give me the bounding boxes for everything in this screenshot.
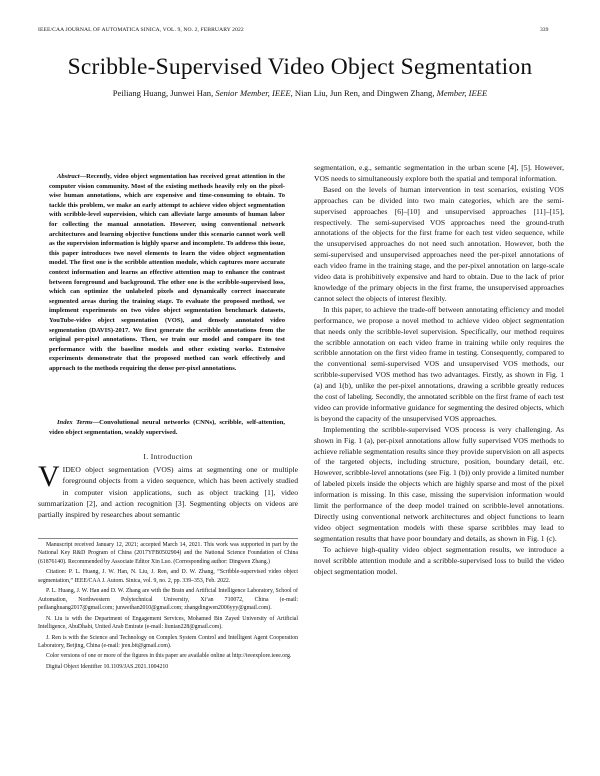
author-role-2: Member, IEEE bbox=[436, 88, 488, 98]
footnote-affiliation-2: N. Liu is with the Department of Engagement Services, Mohamed Bin Zayed University of Artificial Intelligence, AbuDhabi, United Arab Emirate (e-mail: liunian228@gmail.com). bbox=[38, 615, 298, 631]
right-paragraph-1: segmentation, e.g., semantic segmentation in the urban scene [4], [5]. However, VOS needs to simultaneously explore both the spatial and temporal information. bbox=[314, 163, 564, 183]
drop-cap: V bbox=[38, 460, 60, 493]
right-paragraph-2: Based on the levels of human intervention in test scenarios, existing VOS approaches can be divided into two main categories, which are the semi-supervised approaches [6]–[10] and unsupervised approaches [11]–[15], respectively. The semi-supervised VOS approaches need the ground-truth annotations of the objects for the first frame for each test video sequence, while the unsupervised approaches do not need such annotation. However, both the semi-supervised and unsupervised approaches need the per-pixel annotations of each video frame in the training stage, and the per-pixel annotation on large-scale video data is prohibitively expensive and hard to obtain. Due to the lack of prior knowledge of the primary objects in the first frame, the unsupervised approaches cannot select the objects of interest flexibly. bbox=[314, 184, 564, 303]
author-role-1: Senior Member, IEEE bbox=[215, 88, 291, 98]
running-header: IEEE/CAA JOURNAL OF AUTOMATICA SINICA, VOL. 9, NO. 2, FEBRUARY 2022 bbox=[38, 27, 244, 33]
right-paragraph-3: In this paper, to achieve the trade-off between annotating efficiency and model performance, we propose a novel method to achieve video object segmentation that needs only the scribble-level supervision. Specifically, our method requires the scribble annotation on each video frame in training while only requires the scribble annotation on the first video frame in testing. Consequently, compared to the conventional semi-supervised VOS and unsupervised VOS methods, our scribble-supervised VOS method has two advantages. Firstly, as shown in Fig. 1 (a) and 1(b), unlike the per-pixel annotations, drawing a scribble greatly reduces the cost of labeling. Secondly, the annotated scribble on the first frame of each test video can provide informative guidance for segmenting the desired objects, which is beyond the capacity of the unsupervised VOS approaches. bbox=[314, 304, 564, 423]
section-heading: I. Introduction bbox=[143, 452, 193, 461]
authors-part2: , Nian Liu, Jun Ren, and Dingwen Zhang, bbox=[290, 88, 437, 98]
abstract bbox=[49, 172, 285, 373]
abstract-label: Abstract bbox=[57, 173, 80, 180]
index-terms bbox=[49, 418, 285, 437]
right-paragraph-4: Implementing the scribble-supervised VOS process is very challenging. As shown in Fig. 1 (a), per-pixel annotations allow fully supervised VOS methods to achieve reliable segmentation results since they provide supervision on all aspects of the targeted objects, including structure, position, boundary detail, etc. However, scribble-level annotations (see Fig. 1 (b)) only provide a limited number of labeled pixels inside the objects which are highly sparse and most of the pixel information is missing. In this case, missing the supervision information would limit the performance of the deep model trained on scribble-level annotations. Directly using conventional network architectures and object functions to learn video object segmentation models with these sparse scribbles may lead to segmentation results that have poor boundary and details, as shown in Fig. 1 (c). bbox=[314, 424, 564, 543]
right-paragraph-5: To achieve high-quality video object segmentation results, we introduce a novel scribble attention module and a scribble-supervised loss to build the video object segmentation model. bbox=[314, 544, 564, 576]
authors-part1: Peiliang Huang, Junwei Han, bbox=[112, 88, 216, 98]
index-terms-label: Index Terms bbox=[57, 419, 93, 426]
intro-text: IDEO object segmentation (VOS) aims at segmenting one or multiple foreground objects from a video sequence, which has been actively studied in computer vision applications, such as object tracking [1], video summarization [2], and action recognition [3]. Segmenting objects on videos are partially inspired by researches about semantic bbox=[38, 465, 298, 520]
footnote-doi: Digital Object Identifier 10.1109/JAS.2021.1004210 bbox=[46, 663, 169, 670]
footnote-citation: Citation: P. L. Huang, J. W. Han, N. Liu, J. Ren, and D. W. Zhang, “Scribble-supervised video object segmentation,” IEEE/CAA J. Autom. Sinica, vol. 9, no. 2, pp. 339–353, Feb. 2022. bbox=[38, 569, 298, 584]
right-column bbox=[314, 163, 564, 577]
footnote-affiliation-1: P. L. Huang, J. W. Han and D. W. Zhang are with the Brain and Artificial Intelligence Laboratory, School of Automation, Northwestern Polytechnical University, Xi’an 710072, China (e-mail: peilianghuang2017@gmail.com; junweihan2010@gmail.com; zhangdingwen2006yyy@gmail.com). bbox=[38, 588, 298, 612]
footnotes bbox=[38, 541, 298, 673]
page-number: 339 bbox=[540, 27, 549, 33]
abstract-text: —Recently, video object segmentation has received great attention in the computer vision community. Most of the existing methods heavily rely on the pixel-wise human annotations, which are expensive and time-consuming to obtain. To tackle this problem, we make an early attempt to achieve video object segmentation with scribble-level supervision, which can alleviate large amounts of human labor for collecting the manual annotation. However, using conventional network architectures and learning objective functions under this scenario cannot work well as the supervision information is highly sparse and incomplete. To address this issue, this paper introduces two novel elements to learn the video object segmentation model. The first one is the scribble attention module, which captures more accurate context information and learns an effective attention map to enhance the contrast between foreground and background. The other one is the scribble-supervised loss, which can optimize the unlabeled pixels and dynamically correct inaccurate segmented areas during the training stage. To evaluate the proposed method, we implement experiments on two video object segmentation benchmark datasets, YouTube-video object segmentation (VOS), and densely annotated video segmentation (DAVIS)-2017. We first generate the scribble annotations from the original per-pixel annotations. Then, we train our model and compare its test performance with the baseline models and other existing works. Extensive experiments demonstrate that the proposed method can work effectively and approach to the methods requiring the dense per-pixel annotations. bbox=[49, 173, 285, 372]
footnote-divider bbox=[38, 538, 298, 539]
intro-paragraph bbox=[38, 460, 298, 520]
footnote-manuscript: Manuscript received January 12, 2021; accepted March 14, 2021. This work was supported in part by the National Key R&D Program of China (2017YFB0502904) and the National Science Foundation of China (61876140). Recommended by Associate Editor Xin Luo. (Corresponding author: Dingwen Zhang.) bbox=[38, 542, 298, 565]
footnote-affiliation-3: J. Ren is with the Science and Technology on Complex System Control and Intelligent Agent Cooperation Laboratory, Beijing, China (e-mail: jren.bit@gmail.com). bbox=[38, 634, 298, 649]
author-list bbox=[0, 88, 600, 98]
footnote-color-versions: Color versions of one or more of the figures in this paper are available online at http://ieeexplore.ieee.org. bbox=[46, 653, 292, 660]
index-terms-text: —Convolutional neural networks (CNNs), scribble, self-attention, video object segmentation, weakly supervised. bbox=[49, 419, 285, 436]
paper-title: Scribble-Supervised Video Object Segmentation bbox=[67, 54, 533, 80]
